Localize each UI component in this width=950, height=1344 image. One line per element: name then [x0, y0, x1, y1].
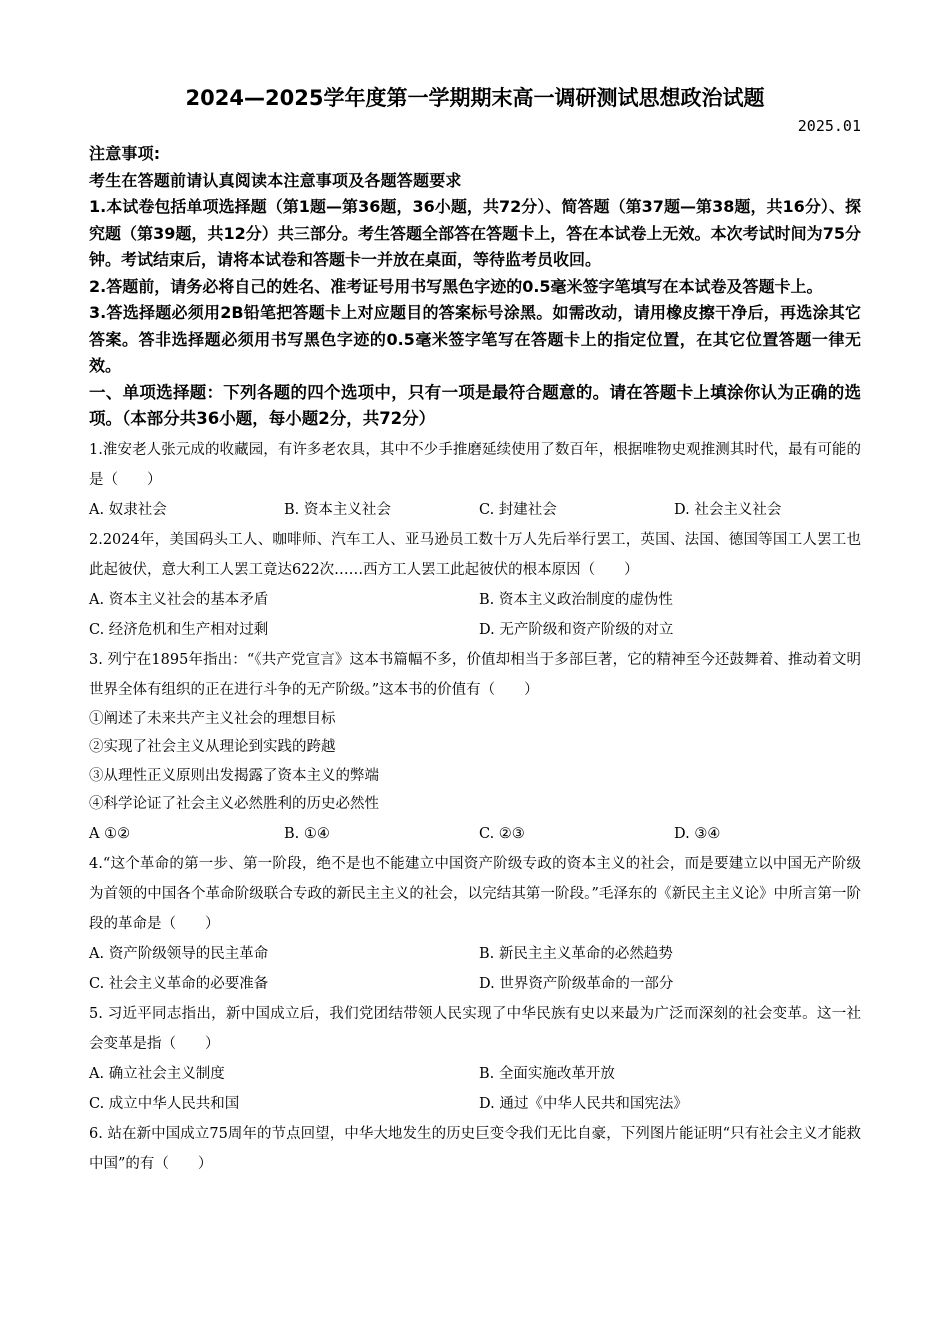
option-d: D. 世界资产阶级革命的一部分 — [479, 975, 674, 992]
question-6 — [89, 1119, 861, 1179]
option-b: B. 新民主主义革命的必然趋势 — [479, 945, 673, 962]
option-b: B. 资本主义社会 — [284, 501, 391, 518]
statement-2: ②实现了社会主义从理论到实践的跨越 — [89, 739, 336, 755]
question-5 — [89, 999, 861, 1119]
option-row — [89, 615, 861, 645]
option-row — [89, 585, 861, 615]
question-3 — [89, 645, 861, 849]
option-d: D. ③④ — [674, 825, 721, 842]
option-c: C. ②③ — [479, 825, 525, 842]
option-a: A ①② — [89, 825, 131, 842]
notice-heading: 注意事项: — [89, 144, 161, 163]
option-a: A. 资本主义社会的基本矛盾 — [89, 591, 269, 608]
question-stem: 3. 列宁在1895年指出：“《共产党宣言》这本书篇幅不多，价值却相当于多部巨著，它的精神至今还鼓舞着、推动着文明世界全体有组织的正在进行斗争的无产阶级。”这本书的价值有（ ） — [89, 651, 861, 698]
statement-4: ④科学论证了社会主义必然胜利的历史必然性 — [89, 796, 379, 812]
option-d: D. 无产阶级和资产阶级的对立 — [479, 621, 674, 638]
option-d: D. 社会主义社会 — [674, 501, 782, 518]
exam-page — [89, 82, 861, 1179]
question-1 — [89, 435, 861, 525]
section-title: 一、单项选择题：下列各题的四个选项中，只有一项是最符合题意的。请在答题卡上填涂你认为正确的选项。（本部分共36小题，每小题2分，共72分） — [89, 382, 861, 428]
notice-item-2: 2.答题前，请务必将自己的姓名、准考证号用书写黑色字迹的0.5毫米签字笔填写在本试卷及答题卡上。 — [89, 276, 823, 296]
option-c: C. 社会主义革命的必要准备 — [89, 975, 269, 992]
option-a: A. 奴隶社会 — [89, 501, 167, 518]
option-c: C. 封建社会 — [479, 501, 557, 518]
exam-title: 2024—2025学年度第一学期期末高一调研测试思想政治试题 — [185, 86, 765, 110]
option-a: A. 确立社会主义制度 — [89, 1065, 225, 1082]
option-row — [89, 969, 861, 999]
option-row — [89, 495, 861, 525]
option-row — [89, 939, 861, 969]
question-2 — [89, 525, 861, 645]
question-4 — [89, 849, 861, 999]
option-row — [89, 1089, 861, 1119]
notice-subheading: 考生在答题前请认真阅读本注意事项及各题答题要求 — [89, 171, 462, 190]
option-b: B. 资本主义政治制度的虚伪性 — [479, 591, 673, 608]
notice-item-3: 3.答选择题必须用2B铅笔把答题卡上对应题目的答案标号涂黑。如需改动，请用橡皮擦干净后，再选涂其它答案。答非选择题必须用书写黑色字迹的0.5毫米签字笔写在答题卡上的指定位置，在其它位置答题一律无效。 — [89, 303, 861, 375]
option-d: D. 通过《中华人民共和国宪法》 — [479, 1095, 688, 1112]
option-b: B. ①④ — [284, 825, 330, 842]
notice-item-1: 1.本试卷包括单项选择题（第1题—第36题，36小题，共72分）、简答题（第37题—第38题，共16分）、探究题（第39题，共12分）共三部分。考生答题全部答在答题卡上，答在本试卷上无效。本次考试时间为75分钟。考试结束后，请将本试卷和答题卡一并放在桌面，等待监考员收回。 — [89, 197, 861, 269]
question-stem: 5. 习近平同志指出，新中国成立后，我们党团结带领人民实现了中华民族有史以来最为广泛而深刻的社会变革。这一社会变革是指（ ） — [89, 1005, 861, 1052]
option-c: C. 成立中华人民共和国 — [89, 1095, 240, 1112]
option-row — [89, 819, 861, 849]
exam-date: 2025.01 — [797, 117, 861, 135]
question-stem: 6. 站在新中国成立75周年的节点回望，中华大地发生的历史巨变令我们无比自豪，下列图片能证明“只有社会主义才能救中国”的有（ ） — [89, 1125, 861, 1172]
question-stem: 2.2024年，美国码头工人、咖啡师、汽车工人、亚马逊员工数十万人先后举行罢工，英国、法国、德国等国工人罢工也此起彼伏，意大利工人罢工竟达622次……西方工人罢工此起彼伏的根本原因（ ） — [89, 531, 861, 578]
option-c: C. 经济危机和生产相对过剩 — [89, 621, 269, 638]
option-b: B. 全面实施改革开放 — [479, 1065, 615, 1082]
statement-1: ①阐述了未来共产主义社会的理想目标 — [89, 710, 336, 727]
option-row — [89, 1059, 861, 1089]
statement-3: ③从理性正义原则出发揭露了资本主义的弊端 — [89, 767, 379, 784]
option-a: A. 资产阶级领导的民主革命 — [89, 945, 269, 962]
question-stem: 4.“这个革命的第一步、第一阶段，绝不是也不能建立中国资产阶级专政的资本主义的社会，而是要建立以中国无产阶级为首领的中国各个革命阶级联合专政的新民主主义的社会，以完结其第一阶段。”毛泽东的《新民主主义论》中所言第一阶段的革命是（ ） — [89, 855, 861, 932]
question-stem: 1.淮安老人张元成的收藏园，有许多老农具，其中不少手推磨延续使用了数百年，根据唯物史观推测其时代，最有可能的是（ ） — [89, 441, 861, 488]
